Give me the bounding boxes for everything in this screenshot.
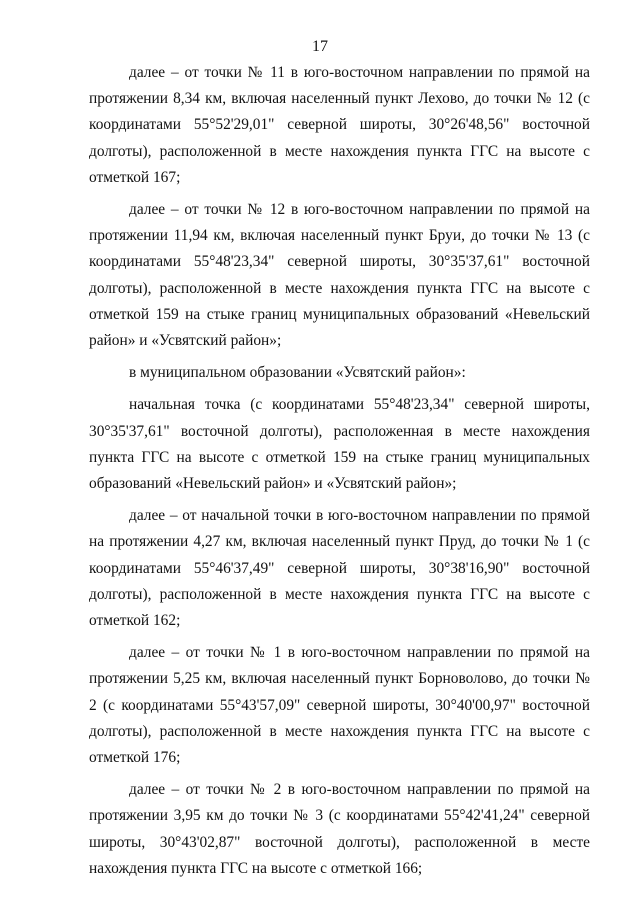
paragraph-start-point: начальная точка (с координатами 55°48'23,34" северной широты, 30°35'37,61" восточной долготы), расположенная в месте нахождения пункта ГГС на высоте с отметкой 159 на стыке границ муниципальных образований «Невельский район» и «Усвятский район»; <box>89 396 590 493</box>
paragraph-point-1-to-2: далее – от точки № 1 в юго-восточном направлении по прямой на протяжении 5,25 км, включая населенный пункт Борноволово, до точки № 2 (с координатами 55°43'57,09" северной широты, 30°40'00,97" восточной долготы), расположенной в месте нахождения пункта ГГС на высоте с отметкой 176; <box>89 644 590 767</box>
paragraph-usvyatsky-heading: в муниципальном образовании «Усвятский район»: <box>129 364 466 382</box>
page-number: 17 <box>312 38 328 55</box>
document-body <box>89 60 590 888</box>
paragraph-start-to-1: далее – от начальной точки в юго-восточном направлении по прямой на протяжении 4,27 км, включая населенный пункт Пруд, до точки № 1 (с координатами 55°46'37,49" северной широты, 30°38'16,90" восточной долготы), расположенной в месте нахождения пункта ГГС на высоте с отметкой 162; <box>89 507 590 630</box>
paragraph-point-11-to-12: далее – от точки № 11 в юго-восточном направлении по прямой на протяжении 8,34 км, включая населенный пункт Лехово, до точки № 12 (с координатами 55°52'29,01" северной широты, 30°26'48,56" восточной долготы), расположенной в месте нахождения пункта ГГС на высоте с отметкой 167; <box>89 64 590 186</box>
paragraph-point-12-to-13: далее – от точки № 12 в юго-восточном направлении по прямой на протяжении 11,94 км, включая населенный пункт Бруи, до точки № 13 (с координатами 55°48'23,34" северной широты, 30°35'37,61" восточной долготы), расположенной в месте нахождения пункта ГГС на высоте с отметкой 159 на стыке границ муниципальных образований «Невельский район» и «Усвятский район»; <box>89 201 590 350</box>
paragraph-point-2-to-3: далее – от точки № 2 в юго-восточном направлении по прямой на протяжении 3,95 км до точки № 3 (с координатами 55°42'41,24" северной широты, 30°43'02,87" восточной долготы), расположенной в месте нахождения пункта ГГС на высоте с отметкой 166; <box>89 781 590 877</box>
